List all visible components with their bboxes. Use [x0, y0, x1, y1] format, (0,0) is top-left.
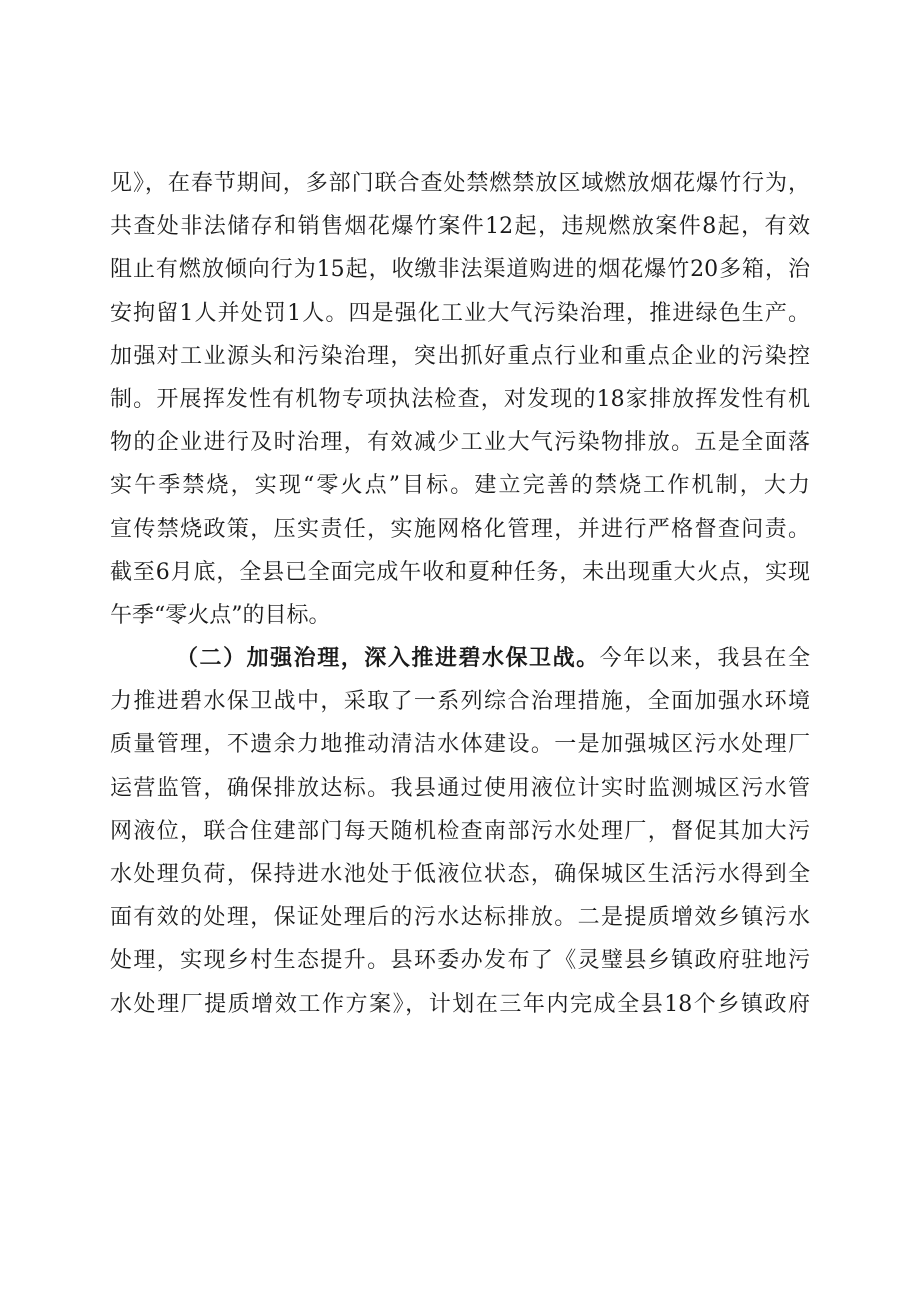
- paragraph-line: 水处理负荷，保持进水池处于低液位状态，确保城区生活污水得到全: [110, 862, 810, 887]
- paragraph-line: 处理，实现乡村生态提升。县环委办发布了《灵璧县乡镇政府驻地污: [110, 948, 810, 974]
- body-text: [110, 162, 810, 1026]
- paragraph-line: 物的企业进行及时治理，有效减少工业大气污染物排放。五是全面落: [110, 430, 810, 456]
- paragraph-line: 实午季禁烧，实现“零火点”目标。建立完善的禁烧工作机制，大力: [110, 473, 810, 499]
- section-heading-rest: 今年以来，我县在全: [599, 646, 810, 672]
- paragraph-line: 质量管理，不遗余力地推动清洁水体建设。一是加强城区污水处理厂: [110, 732, 810, 758]
- paragraph-line: 力推进碧水保卫战中，采取了一系列综合治理措施，全面加强水环境: [110, 689, 810, 715]
- paragraph-line: 阻止有燃放倾向行为15起，收缴非法渠道购进的烟花爆竹20多箱，治: [110, 257, 810, 283]
- paragraph-line: 午季“零火点”的目标。: [110, 602, 331, 628]
- paragraph-line: 见》，在春节期间，多部门联合查处禁燃禁放区域燃放烟花爆竹行为，: [110, 171, 810, 196]
- paragraph-line: 加强对工业源头和污染治理，突出抓好重点行业和重点企业的污染控: [110, 343, 810, 369]
- paragraph-line: 网液位，联合住建部门每天随机检查南部污水处理厂，督促其加大污: [110, 818, 810, 844]
- paragraph-line: 水处理厂提质增效工作方案》，计划在三年内完成全县18个乡镇政府: [110, 991, 810, 1017]
- paragraph-line: 截至6月底，全县已全面完成午收和夏种任务，未出现重大火点，实现: [110, 559, 810, 585]
- section-heading-line: [110, 637, 810, 680]
- section-heading: （二）加强治理，深入推进碧水保卫战。: [176, 645, 600, 672]
- paragraph-line: 运营监管，确保排放达标。我县通过使用液位计实时监测城区污水管: [110, 775, 810, 801]
- paragraph-line: 制。开展挥发性有机物专项执法检查，对发现的18家排放挥发性有机: [110, 386, 810, 412]
- paragraph-line: 共查处非法储存和销售烟花爆竹案件12起，违规燃放案件8起，有效: [110, 214, 810, 240]
- paragraph-line: 面有效的处理，保证处理后的污水达标排放。二是提质增效乡镇污水: [110, 905, 810, 931]
- paragraph-line: 宣传禁烧政策，压实责任，实施网格化管理，并进行严格督查问责。: [110, 516, 810, 542]
- paragraph-line: 安拘留1人并处罚1人。四是强化工业大气污染治理，推进绿色生产。: [110, 300, 810, 326]
